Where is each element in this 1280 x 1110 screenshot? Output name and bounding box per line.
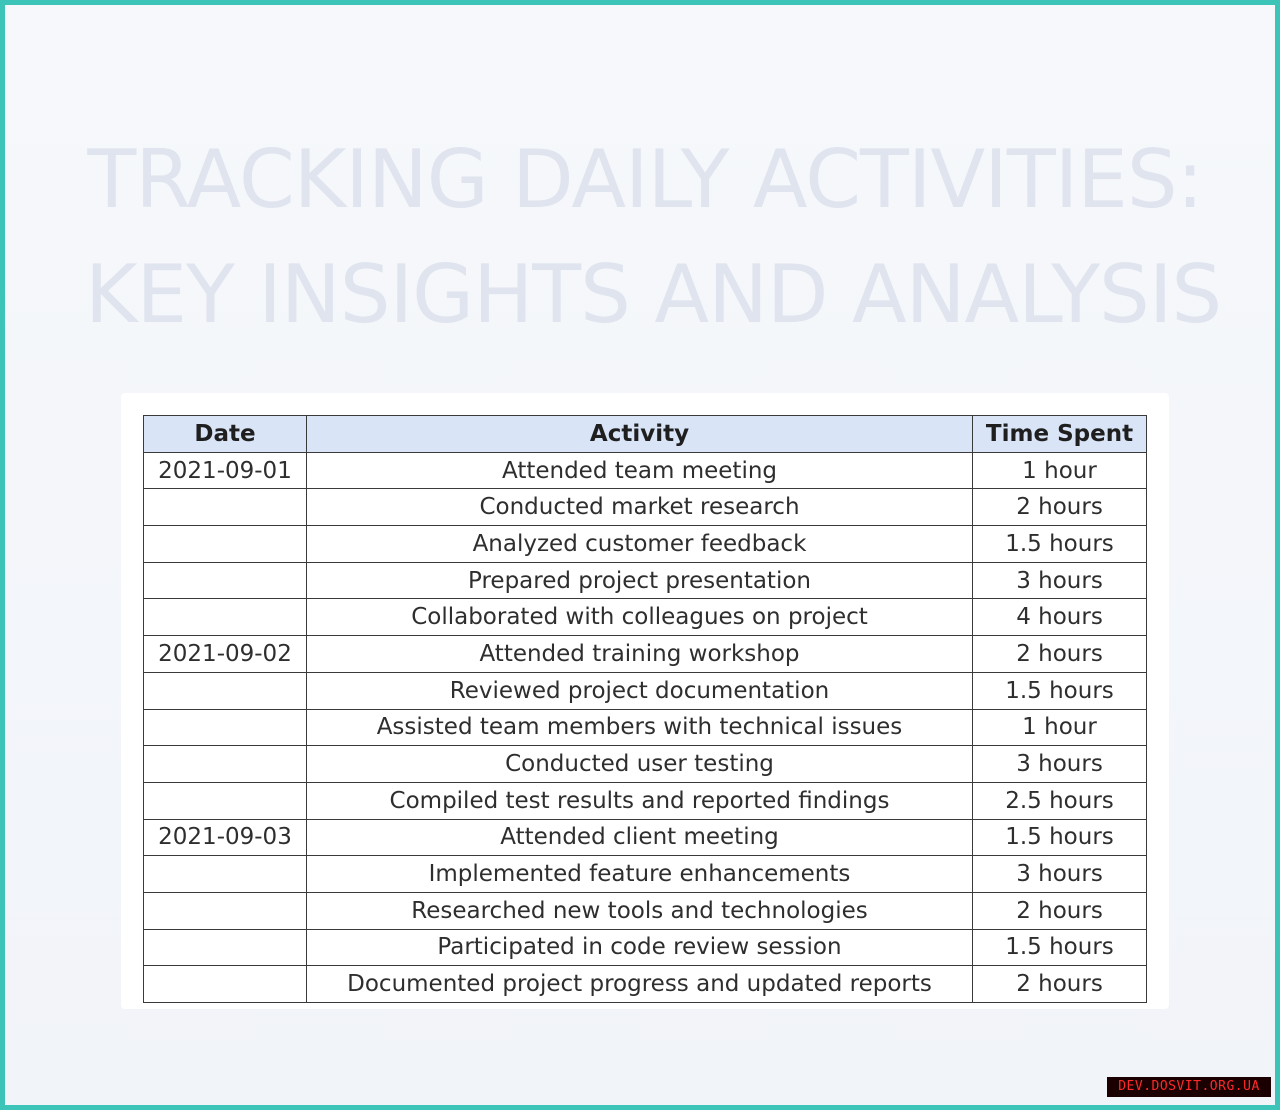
table-row xyxy=(144,709,1147,746)
time-cell: 3 hours xyxy=(973,746,1147,783)
time-cell: 2 hours xyxy=(973,966,1147,1003)
activity-cell: Researched new tools and technologies xyxy=(307,892,973,929)
time-cell: 1.5 hours xyxy=(973,819,1147,856)
date-cell xyxy=(144,709,307,746)
time-cell: 1 hour xyxy=(973,709,1147,746)
date-cell: 2021-09-03 xyxy=(144,819,307,856)
date-cell xyxy=(144,562,307,599)
date-cell xyxy=(144,856,307,893)
table-row xyxy=(144,746,1147,783)
table-row xyxy=(144,782,1147,819)
time-cell: 2 hours xyxy=(973,892,1147,929)
activity-cell: Compiled test results and reported findings xyxy=(307,782,973,819)
activity-cell: Conducted market research xyxy=(307,489,973,526)
date-cell: 2021-09-02 xyxy=(144,636,307,673)
header-date: Date xyxy=(144,416,307,453)
time-cell: 1 hour xyxy=(973,452,1147,489)
header-activity: Activity xyxy=(307,416,973,453)
page-title-line-2: KEY INSIGHTS AND ANALYSIS xyxy=(85,248,1222,341)
table-row xyxy=(144,599,1147,636)
activity-cell: Reviewed project documentation xyxy=(307,672,973,709)
date-cell xyxy=(144,966,307,1003)
activity-cell: Attended client meeting xyxy=(307,819,973,856)
date-cell xyxy=(144,782,307,819)
activity-cell: Attended team meeting xyxy=(307,452,973,489)
time-cell: 3 hours xyxy=(973,562,1147,599)
time-cell: 2 hours xyxy=(973,636,1147,673)
date-cell xyxy=(144,672,307,709)
time-cell: 1.5 hours xyxy=(973,929,1147,966)
date-cell xyxy=(144,746,307,783)
table-row xyxy=(144,672,1147,709)
page-title-line-1: TRACKING DAILY ACTIVITIES: xyxy=(87,133,1203,226)
table-row xyxy=(144,636,1147,673)
table-row xyxy=(144,562,1147,599)
time-cell: 1.5 hours xyxy=(973,526,1147,563)
table-row xyxy=(144,929,1147,966)
activity-cell: Conducted user testing xyxy=(307,746,973,783)
activity-cell: Analyzed customer feedback xyxy=(307,526,973,563)
date-cell xyxy=(144,599,307,636)
activity-cell: Collaborated with colleagues on project xyxy=(307,599,973,636)
date-cell xyxy=(144,929,307,966)
table-header-row xyxy=(144,416,1147,453)
table-row xyxy=(144,856,1147,893)
table-row xyxy=(144,489,1147,526)
activity-cell: Implemented feature enhancements xyxy=(307,856,973,893)
table-row xyxy=(144,452,1147,489)
table-row xyxy=(144,892,1147,929)
date-cell xyxy=(144,892,307,929)
activity-cell: Attended training workshop xyxy=(307,636,973,673)
header-time-spent: Time Spent xyxy=(973,416,1147,453)
date-cell xyxy=(144,526,307,563)
watermark-badge: DEV.DOSVIT.ORG.UA xyxy=(1107,1077,1271,1097)
activity-cell: Documented project progress and updated reports xyxy=(307,966,973,1003)
date-cell: 2021-09-01 xyxy=(144,452,307,489)
time-cell: 4 hours xyxy=(973,599,1147,636)
table-row xyxy=(144,966,1147,1003)
activity-cell: Prepared project presentation xyxy=(307,562,973,599)
time-cell: 3 hours xyxy=(973,856,1147,893)
date-cell xyxy=(144,489,307,526)
activity-table xyxy=(143,415,1147,1003)
activity-cell: Participated in code review session xyxy=(307,929,973,966)
table-row xyxy=(144,526,1147,563)
activity-cell: Assisted team members with technical issues xyxy=(307,709,973,746)
table-row xyxy=(144,819,1147,856)
time-cell: 1.5 hours xyxy=(973,672,1147,709)
time-cell: 2 hours xyxy=(973,489,1147,526)
time-cell: 2.5 hours xyxy=(973,782,1147,819)
